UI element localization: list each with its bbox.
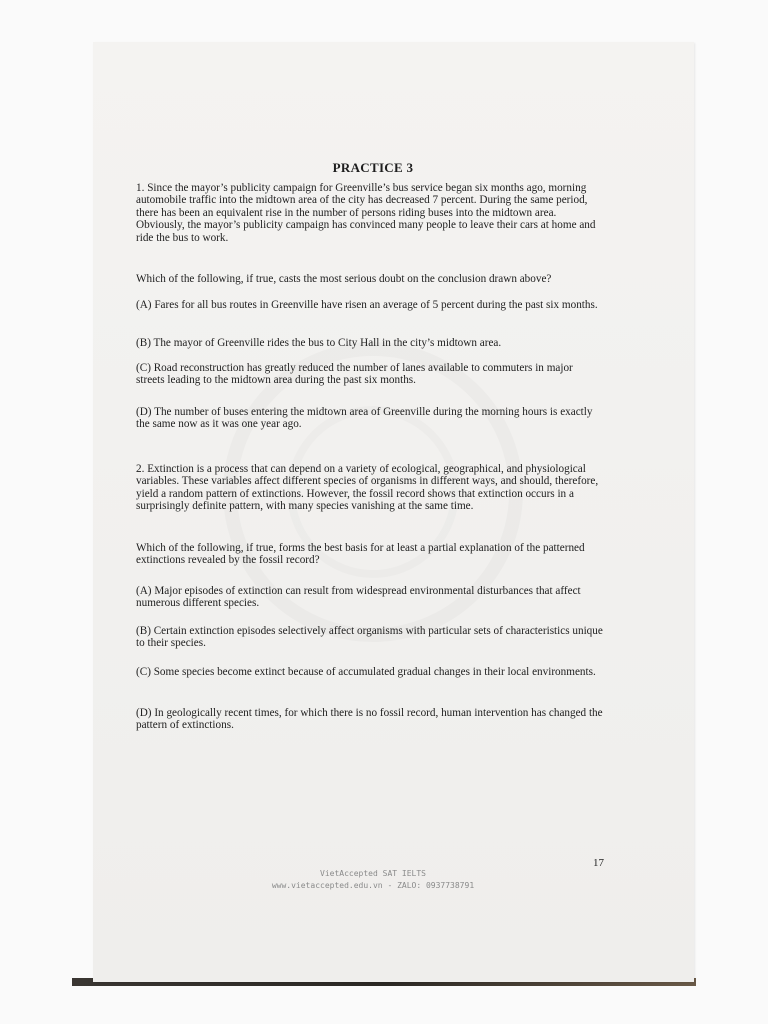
question-2-option-c xyxy=(136,666,604,678)
footer-contact: www.vietaccepted.edu.vn - ZALO: 0937738791 xyxy=(271,881,475,890)
question-2-option-b xyxy=(136,625,604,650)
page-title: PRACTICE 3 xyxy=(332,160,414,175)
question-prompt-text: Which of the following, if true, casts the most serious doubt on the conclusion drawn above? xyxy=(136,273,552,285)
question-stem-text: 2. Extinction is a process that can depend on a variety of ecological, geographical, and physiological variables. These variables affect different species of organisms in different ways, and should, therefore, yield a random pattern of extinctions. However, the fossil record shows that extinction occurs in a surprisingly definite pattern, with many species vanishing at the same time. xyxy=(136,463,599,513)
document-page xyxy=(93,42,694,982)
question-1-option-a xyxy=(136,299,604,311)
footer-brand: VietAccepted SAT IELTS xyxy=(320,869,426,878)
option-text: (A) Fares for all bus routes in Greenville have risen an average of 5 percent during the past six months. xyxy=(136,299,598,311)
option-text: (B) Certain extinction episodes selectively affect organisms with particular sets of characteristics unique to their species. xyxy=(136,625,603,650)
question-1-stem xyxy=(136,182,604,244)
question-stem-text: 1. Since the mayor’s publicity campaign for Greenville’s bus service began six months ago, morning automobile traffic into the midtown area of the city has decreased 7 percent. During the same period, there has been an equivalent rise in the number of persons riding buses into the midtown area. Obviously, the mayor’s publicity campaign has convinced many people to leave their cars at home and ride the bus to work. xyxy=(136,182,596,244)
option-text: (B) The mayor of Greenville rides the bus to City Hall in the city’s midtown area. xyxy=(136,337,502,349)
question-1-prompt xyxy=(136,273,604,285)
question-1-option-d xyxy=(136,406,604,431)
option-text: (C) Road reconstruction has greatly reduced the number of lanes available to commuters in major streets leading to the midtown area during the past six months. xyxy=(136,362,573,387)
page-number: 17 xyxy=(593,857,604,869)
question-2-option-d xyxy=(136,707,604,732)
option-text: (D) The number of buses entering the midtown area of Greenville during the morning hours is exactly the same now as it was one year ago. xyxy=(136,406,593,431)
option-text: (A) Major episodes of extinction can result from widespread environmental disturbances that affect numerous different species. xyxy=(136,585,581,610)
question-2-option-a xyxy=(136,585,604,610)
option-text: (D) In geologically recent times, for which there is no fossil record, human intervention has changed the pattern of extinctions. xyxy=(136,707,603,732)
question-1-option-b xyxy=(136,337,604,349)
footer xyxy=(93,868,653,892)
option-text: (C) Some species become extinct because of accumulated gradual changes in their local environments. xyxy=(136,666,596,678)
question-prompt-text: Which of the following, if true, forms the best basis for at least a partial explanation of the patterned extinctions revealed by the fossil record? xyxy=(136,542,585,567)
question-2-prompt xyxy=(136,542,604,567)
question-2-stem xyxy=(136,463,604,513)
question-1-option-c xyxy=(136,362,604,387)
